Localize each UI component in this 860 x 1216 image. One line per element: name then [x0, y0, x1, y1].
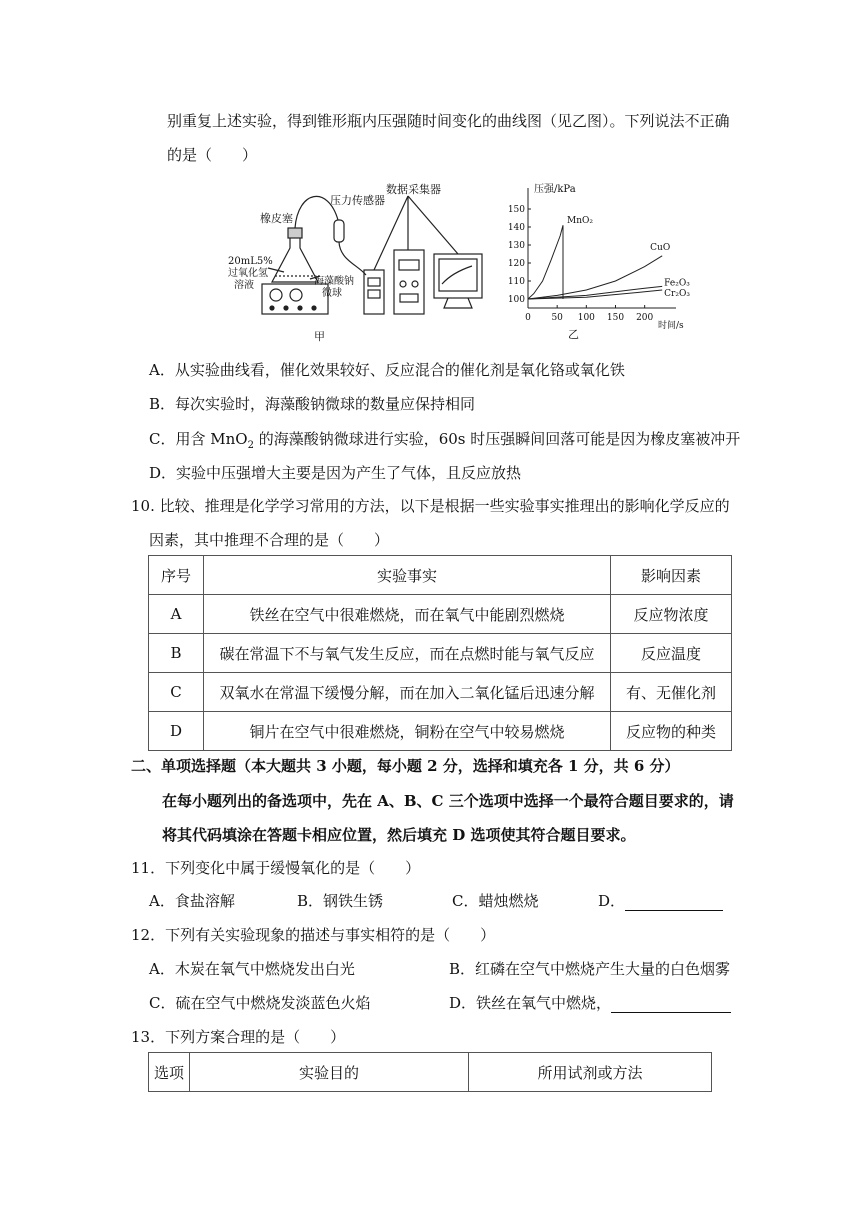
section2-title: 二、单项选择题（本大题共 3 小题，每小题 2 分，选择和填充各 1 分，共 6 分） [131, 757, 680, 775]
label-solution-2: 过氧化氢 [228, 268, 268, 279]
q10-row-c-fact: 双氧水在常温下缓慢分解，而在加入二氧化锰后迅速分解 [204, 673, 611, 712]
series-label-mno2: MnO₂ [567, 216, 593, 227]
q10-row-d-fact: 铜片在空气中很难燃烧，铜粉在空气中较易燃烧 [204, 712, 611, 751]
q10-row-b-fact: 碳在常温下不与氧气发生反应，而在点燃时能与氧气反应 [204, 634, 611, 673]
x-tick-label: 200 [636, 313, 654, 323]
q12-stem: 12．下列有关实验现象的描述与事实相符的是（ ） [131, 926, 496, 944]
y-axis-label: 压强/kPa [534, 184, 576, 195]
x-tick-label: 100 [577, 313, 595, 323]
q12-option-d-label: D．铁丝在氧气中燃烧， [449, 994, 612, 1012]
q9-option-c-pre: C．用含 MnO [149, 430, 248, 448]
x-tick-label: 0 [525, 313, 531, 323]
y-tick-label: 100 [507, 295, 525, 305]
q10-header-fact: 实验事实 [204, 556, 611, 595]
q13-header-option: 选项 [149, 1053, 190, 1092]
series-label-cuo: CuO [650, 242, 671, 253]
q9-option-c-sub: 2 [247, 440, 254, 451]
caption-yi: 乙 [568, 328, 579, 341]
y-tick-label: 110 [507, 277, 525, 287]
q13-header-purpose: 实验目的 [190, 1053, 469, 1092]
q11-answer-blank[interactable] [625, 894, 723, 911]
q11-option-a: A．食盐溶解 [149, 892, 235, 910]
table-row [149, 712, 732, 751]
q10-row-a-factor: 反应物浓度 [611, 595, 732, 634]
q10-row-c-no: C [149, 673, 204, 712]
series-label-cr2o3: Cr₂O₃ [664, 289, 690, 299]
q13-header-method: 所用试剂或方法 [469, 1053, 712, 1092]
x-tick-label: 150 [606, 313, 625, 323]
label-beads-2: 微球 [322, 288, 342, 299]
q10-stem-line2: 因素，其中推理不合理的是（ ） [149, 531, 390, 549]
q10-row-c-factor: 有、无催化剂 [611, 673, 732, 712]
x-axis-label: 时间/s [658, 321, 684, 331]
q12-option-a: A．木炭在氧气中燃烧发出白光 [149, 960, 355, 978]
y-tick-label: 130 [507, 241, 525, 251]
q9-option-d: D．实验中压强增大主要是因为产生了气体，且反应放热 [149, 464, 522, 482]
q9-intro-line2: 的是（ ） [167, 146, 258, 164]
pressure-chart-yi [506, 178, 690, 343]
label-solution-1: 20mL5% [228, 256, 273, 267]
section2-instruction-2: 将其代码填涂在答题卡相应位置，然后填充 D 选项使其符合题目要求。 [162, 826, 636, 844]
q9-intro-line1: 别重复上述实验，得到锥形瓶内压强随时间变化的曲线图（见乙图）。下列说法不正确 [167, 112, 730, 130]
q10-header-factor: 影响因素 [611, 556, 732, 595]
q10-row-b-factor: 反应温度 [611, 634, 732, 673]
y-tick-label: 150 [507, 205, 525, 215]
series-label-fe2o3: Fe₂O₃ [664, 278, 690, 289]
label-stopper: 橡皮塞 [260, 212, 293, 225]
table-row [149, 673, 732, 712]
label-data-collector: 数据采集器 [386, 183, 441, 196]
label-pressure-sensor: 压力传感器 [330, 194, 385, 207]
q13-table-header [149, 1053, 712, 1092]
label-solution-3: 溶液 [234, 280, 254, 291]
q12-option-d [449, 993, 731, 1013]
q12-option-c: C．硫在空气中燃烧发淡蓝色火焰 [149, 994, 371, 1012]
y-tick-label: 140 [507, 223, 525, 233]
table-row [149, 595, 732, 634]
y-tick-label: 120 [507, 259, 525, 269]
x-tick-label: 50 [551, 313, 563, 323]
q13-table [148, 1052, 712, 1092]
q11-option-d [598, 891, 723, 911]
q11-option-b: B．钢铁生锈 [297, 892, 384, 910]
q11-stem: 11．下列变化中属于缓慢氧化的是（ ） [131, 859, 421, 877]
q10-row-a-fact: 铁丝在空气中很难燃烧，而在氧气中能剧烈燃烧 [204, 595, 611, 634]
q12-option-b: B．红磷在空气中燃烧产生大量的白色烟雾 [449, 960, 731, 978]
q9-option-c-post: 的海藻酸钠微球进行实验，60s 时压强瞬间回落可能是因为橡皮塞被冲开 [253, 430, 741, 448]
q13-stem: 13．下列方案合理的是（ ） [131, 1028, 346, 1046]
q9-option-a: A．从实验曲线看，催化效果较好、反应混合的催化剂是氧化铬或氧化铁 [149, 361, 625, 379]
q10-row-b-no: B [149, 634, 204, 673]
section2-instruction-1: 在每小题列出的备选项中，先在 A、B、C 三个选项中选择一个最符合题目要求的，请 [162, 792, 734, 810]
q9-option-c [149, 429, 740, 456]
q10-table [148, 555, 732, 751]
q10-row-d-factor: 反应物的种类 [611, 712, 732, 751]
series-line-fe2o3 [528, 286, 662, 299]
q10-stem-line1: 10. 比较、推理是化学学习常用的方法，以下是根据一些实验事实推理出的影响化学反应的 [131, 497, 730, 515]
caption-jia: 甲 [314, 330, 325, 343]
q12-answer-blank[interactable] [611, 996, 731, 1013]
q11-option-c: C．蜡烛燃烧 [452, 892, 539, 910]
q9-option-b: B．每次实验时，海藻酸钠微球的数量应保持相同 [149, 395, 476, 413]
q10-row-a-no: A [149, 595, 204, 634]
label-beads-1: 海藻酸钠 [314, 276, 354, 287]
q10-row-d-no: D [149, 712, 204, 751]
apparatus-figure-jia [228, 180, 488, 345]
q11-option-d-label: D． [598, 892, 626, 910]
series-line-mno2 [528, 225, 563, 299]
q10-header-no: 序号 [149, 556, 204, 595]
q10-table-header [149, 556, 732, 595]
table-row [149, 634, 732, 673]
